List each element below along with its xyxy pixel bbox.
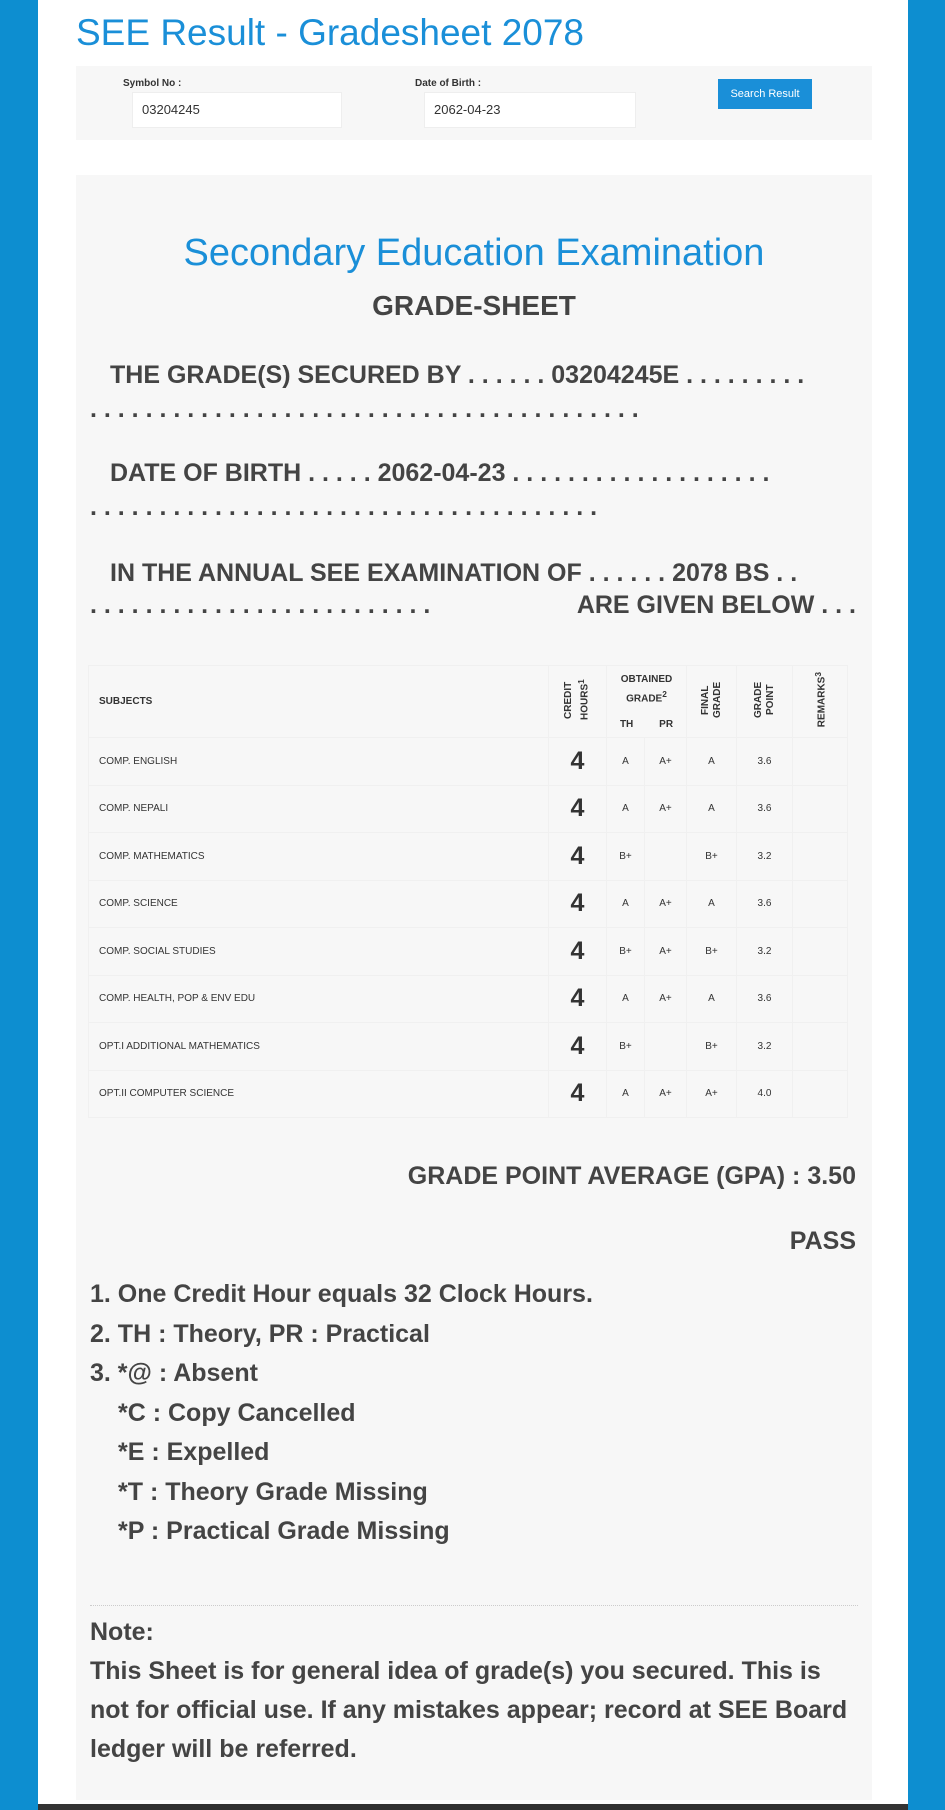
gradesheet-heading: GRADE-SHEET <box>372 290 576 321</box>
grade-point-cell: 3.6 <box>737 975 793 1023</box>
table-row <box>89 1070 848 1118</box>
credit-cell: 4 <box>549 738 607 786</box>
page-title: SEE Result - Gradesheet 2078 <box>76 12 585 53</box>
gpa: GRADE POINT AVERAGE (GPA) : 3.50 <box>407 1162 856 1190</box>
table-row <box>89 738 848 786</box>
final-grade-cell: A <box>687 738 737 786</box>
subject-cell: COMP. SOCIAL STUDIES <box>89 928 549 976</box>
th-grade-cell: B+ <box>607 1023 645 1071</box>
grade-point-cell: 3.6 <box>737 880 793 928</box>
grades-table <box>88 665 848 1118</box>
grade-point-cell: 3.2 <box>737 928 793 976</box>
search-result-button[interactable]: Search Result <box>718 79 812 109</box>
header-remarks: REMARKS$^3$ <box>793 666 848 738</box>
pr-grade-cell: A+ <box>645 785 687 833</box>
final-grade-cell: B+ <box>687 833 737 881</box>
th-grade-cell: B+ <box>607 928 645 976</box>
given-below-line: ARE GIVEN BELOW . . . <box>576 591 856 619</box>
header-subjects: SUBJECTS <box>89 666 549 738</box>
dob-label: Date of Birth : <box>415 78 482 89</box>
subject-cell: COMP. SCIENCE <box>89 880 549 928</box>
dob-input[interactable]: 2062-04-23 <box>424 92 636 128</box>
subject-cell: COMP. ENGLISH <box>89 738 549 786</box>
note-title: Note: <box>90 1618 154 1646</box>
pr-grade-cell: A+ <box>645 1070 687 1118</box>
footnote: *P : Practical Grade Missing <box>118 1517 450 1545</box>
remarks-cell <box>793 1070 848 1118</box>
pr-grade-cell <box>645 1023 687 1071</box>
footnote: 2. TH : Theory, PR : Practical <box>90 1319 430 1348</box>
th-grade-cell: A <box>607 975 645 1023</box>
header-obtained: OBTAINED GRADE$^2$ TH PR <box>607 666 687 738</box>
dots-divider: . . . . . . . . . . . . . . . . . . . . . . . . . . . . . . . . . . . . . . . . <box>90 395 639 423</box>
credit-cell: 4 <box>549 785 607 833</box>
header-gp: GRADE POINT <box>737 666 793 738</box>
dots-divider: . . . . . . . . . . . . . . . . . . . . . . . . . . . . . . . . . . . . . <box>90 493 598 521</box>
th-grade-cell: A <box>607 738 645 786</box>
credit-cell: 4 <box>549 833 607 881</box>
th-grade-cell: A <box>607 785 645 833</box>
symbol-label: Symbol No : <box>123 78 182 89</box>
final-grade-cell: B+ <box>687 928 737 976</box>
pr-grade-cell: A+ <box>645 928 687 976</box>
final-grade-cell: A <box>687 785 737 833</box>
remarks-cell <box>793 880 848 928</box>
remarks-cell <box>793 975 848 1023</box>
header-credit: CREDIT HOURS$^1$ <box>549 666 607 738</box>
dots-divider: . . . . . . . . . . . . . . . . . . . . . . . . . <box>90 591 431 619</box>
table-row <box>89 975 848 1023</box>
footnote: 1. One Credit Hour equals 32 Clock Hours. <box>90 1280 593 1308</box>
table-header <box>89 666 848 738</box>
final-grade-cell: A <box>687 975 737 1023</box>
subject-cell: COMP. MATHEMATICS <box>89 833 549 881</box>
credit-cell: 4 <box>549 1023 607 1071</box>
header-th: TH <box>619 718 634 730</box>
secured-by-line: THE GRADE(S) SECURED BY . . . . . . 03204245E . . . . . . . . . <box>110 361 805 389</box>
gradesheet <box>76 175 872 1800</box>
table-row <box>89 833 848 881</box>
table-row <box>89 880 848 928</box>
credit-cell: 4 <box>549 975 607 1023</box>
dob-line: DATE OF BIRTH . . . . . 2062-04-23 . . . . . . . . . . . . . . . . . . . <box>110 459 770 487</box>
table-row <box>89 1023 848 1071</box>
pr-grade-cell: A+ <box>645 880 687 928</box>
grade-point-cell: 4.0 <box>737 1070 793 1118</box>
header-pr: PR <box>659 718 674 730</box>
header-final: FINAL GRADE <box>687 666 737 738</box>
symbol-input[interactable]: 03204245 <box>132 92 342 128</box>
footnotes <box>90 1275 593 1552</box>
footnote: *T : Theory Grade Missing <box>118 1477 428 1506</box>
exam-heading: Secondary Education Examination <box>183 232 765 274</box>
table-row <box>89 928 848 976</box>
page <box>38 0 908 1810</box>
exam-line: IN THE ANNUAL SEE EXAMINATION OF . . . . . . 2078 BS . . <box>110 559 798 587</box>
th-grade-cell: A <box>607 1070 645 1118</box>
final-grade-cell: A <box>687 880 737 928</box>
subject-cell: OPT.I ADDITIONAL MATHEMATICS <box>89 1023 549 1071</box>
final-grade-cell: A+ <box>687 1070 737 1118</box>
search-form <box>76 66 872 140</box>
footnote: *C : Copy Cancelled <box>118 1398 356 1427</box>
footnote: 3. *@ : Absent <box>90 1359 258 1387</box>
remarks-cell <box>793 928 848 976</box>
remarks-cell <box>793 738 848 786</box>
subject-cell: OPT.II COMPUTER SCIENCE <box>89 1070 549 1118</box>
th-grade-cell: A <box>607 880 645 928</box>
pr-grade-cell <box>645 833 687 881</box>
subject-cell: COMP. NEPALI <box>89 785 549 833</box>
grade-point-cell: 3.6 <box>737 738 793 786</box>
footnote: *E : Expelled <box>118 1438 270 1466</box>
note <box>90 1613 852 1769</box>
remarks-cell <box>793 833 848 881</box>
final-grade-cell: B+ <box>687 1023 737 1071</box>
pr-grade-cell: A+ <box>645 738 687 786</box>
bottom-bar <box>38 1804 908 1810</box>
credit-cell: 4 <box>549 928 607 976</box>
remarks-cell <box>793 785 848 833</box>
divider <box>90 1605 858 1606</box>
remarks-cell <box>793 1023 848 1071</box>
credit-cell: 4 <box>549 880 607 928</box>
result-status: PASS <box>789 1227 856 1255</box>
grade-point-cell: 3.2 <box>737 1023 793 1071</box>
credit-cell: 4 <box>549 1070 607 1118</box>
table-row <box>89 785 848 833</box>
grade-point-cell: 3.2 <box>737 833 793 881</box>
th-grade-cell: B+ <box>607 833 645 881</box>
pr-grade-cell: A+ <box>645 975 687 1023</box>
subject-cell: COMP. HEALTH, POP & ENV EDU <box>89 975 549 1023</box>
note-text: This Sheet is for general idea of grade(s) you secured. This is not for official use. If any mistakes appear; record at SEE Board ledger will be referred. <box>90 1657 848 1763</box>
grade-point-cell: 3.6 <box>737 785 793 833</box>
